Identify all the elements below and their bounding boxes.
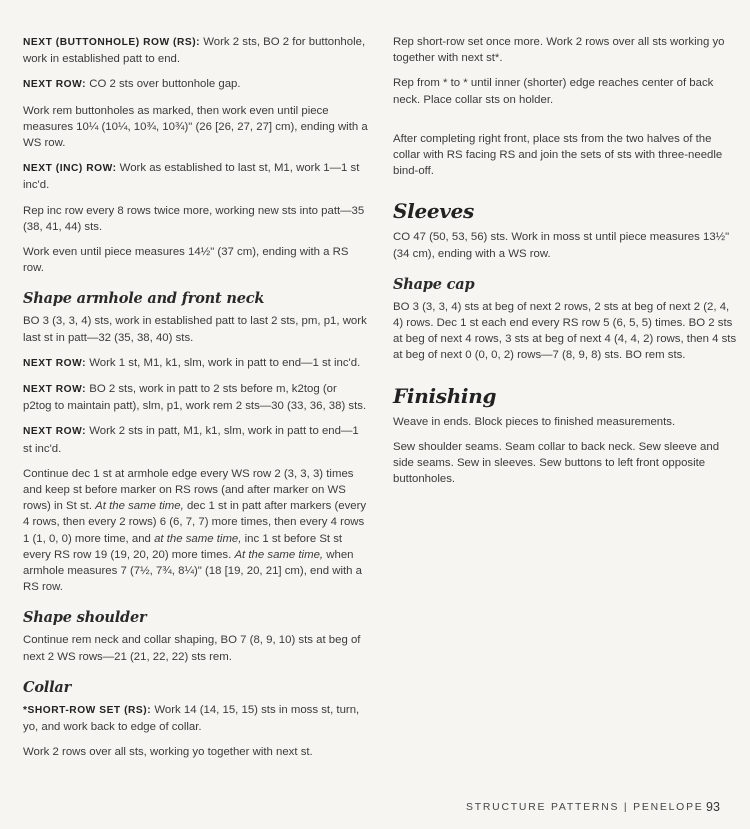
heading-sleeves: Sleeves <box>393 199 474 224</box>
left-column <box>23 34 368 770</box>
instruction-next-row: NEXT ROW: CO 2 sts over buttonhole gap. <box>23 78 241 91</box>
page-number: 93 <box>706 800 720 814</box>
instruction-next-row: NEXT ROW: Work 1 st, M1, k1, slm, work in patt to end—1 st inc'd. <box>23 356 361 369</box>
instruction-paragraph: Work even until piece measures 14½" (37 cm), ending with a RS row. <box>23 246 349 275</box>
row-label: NEXT (INC) ROW: <box>23 163 117 175</box>
row-label: *SHORT-ROW SET (RS): <box>23 704 152 716</box>
right-column <box>393 34 738 496</box>
instruction-buttonhole-row: NEXT (BUTTONHOLE) ROW (RS): Work 2 sts, BO 2 for buttonhole, work in established patt to end. <box>23 36 366 66</box>
instruction-paragraph: BO 3 (3, 3, 4) sts at beg of next 2 rows, 2 sts at beg of next 2 (2, 4, 4) rows. Dec 1 st each end every RS row 5 (6, 5, 5) times. BO 2 sts at beg of next 4 rows, 3 sts at beg of next 4 (4, 4, 2) rows, then 4 sts at beg of next 0 (0, 0, 2) rows—7 (8, 9, 8) sts. BO rem sts. <box>393 300 737 362</box>
heading-shape-armhole: Shape armhole and front neck <box>23 290 265 308</box>
instruction-paragraph: Rep short-row set once more. Work 2 rows over all sts working yo together with next st*. <box>393 36 725 65</box>
heading-shape-cap: Shape cap <box>393 275 475 293</box>
heading-collar: Collar <box>23 678 72 696</box>
heading-finishing: Finishing <box>393 383 497 408</box>
instruction-paragraph: BO 3 (3, 3, 4) sts, work in established patt to last 2 sts, pm, p1, work last st in patt—32 (35, 38, 40) sts. <box>23 315 367 344</box>
instruction-paragraph: Rep inc row every 8 rows twice more, working new sts into patt—35 (38, 41, 44) sts. <box>23 204 365 233</box>
heading-shape-shoulder: Shape shoulder <box>23 609 147 627</box>
running-head: STRUCTURE PATTERNS | PENELOPE <box>466 802 704 813</box>
instruction-paragraph: Work 2 rows over all sts, working yo together with next st. <box>23 746 313 759</box>
instruction-short-row-set: *SHORT-ROW SET (RS): Work 14 (14, 15, 15) sts in moss st, turn, yo, and work back to edge of collar. <box>23 703 360 734</box>
row-label: NEXT ROW: <box>23 79 87 91</box>
instruction-next-row: NEXT ROW: Work 2 sts in patt, M1, k1, slm, work in patt to end—1 st inc'd. <box>23 425 359 455</box>
instruction-paragraph: Continue dec 1 st at armhole edge every WS row 2 (3, 3, 3) times and keep st before marker on RS rows (and after marker on WS rows) in St st. At the same time, dec 1 st in patt after markers (every 4 rows, then every 2 rows) 6 (6, 7, 7) more times, then every 4 rows 1 (1, 0, 0) more time, and at the same time, inc 1 st before St st every RS row 19 (19, 20, 20) more times. At the same time, when armhole measures 7 (7½, 7¾, 8¼)" (18 [19, 20, 21] cm), end with a RS row. <box>23 467 367 594</box>
instruction-paragraph: Work rem buttonholes as marked, then work even until piece measures 10¼ (10¼, 10¾, 10¾)" (26 [26, 27, 27] cm), ending with a WS row. <box>23 104 368 150</box>
row-label: NEXT ROW: <box>23 384 87 396</box>
instruction-paragraph: Continue rem neck and collar shaping, BO 7 (8, 9, 10) sts at beg of next 2 WS rows—21 (21, 22, 22) sts rem. <box>23 634 361 663</box>
instruction-paragraph: CO 47 (50, 53, 56) sts. Work in moss st until piece measures 13½" (34 cm), ending with a WS row. <box>393 231 730 260</box>
row-label: NEXT ROW: <box>23 357 87 369</box>
instruction-inc-row: NEXT (INC) ROW: Work as established to last st, M1, work 1—1 st inc'd. <box>23 162 360 192</box>
instruction-paragraph: After completing right front, place sts from the two halves of the collar with RS facing RS and join the sets of sts with three-needle bind-off. <box>393 132 723 178</box>
instruction-paragraph: Weave in ends. Block pieces to finished measurements. <box>393 415 676 428</box>
row-label: NEXT ROW: <box>23 426 87 438</box>
spacer <box>393 117 738 131</box>
instruction-next-row: NEXT ROW: BO 2 sts, work in patt to 2 sts before m, k2tog (or p2tog to maintain patt), slm, p1, work rem 2 sts—30 (33, 36, 38) sts. <box>23 383 367 413</box>
row-label: NEXT (BUTTONHOLE) ROW (RS): <box>23 37 201 48</box>
instruction-paragraph: Rep from * to * until inner (shorter) edge reaches center of back neck. Place collar sts on holder. <box>393 77 714 106</box>
instruction-paragraph: Sew shoulder seams. Seam collar to back neck. Sew sleeve and side seams. Sew in sleeves. Sew buttons to left front opposite buttonholes. <box>393 440 720 486</box>
